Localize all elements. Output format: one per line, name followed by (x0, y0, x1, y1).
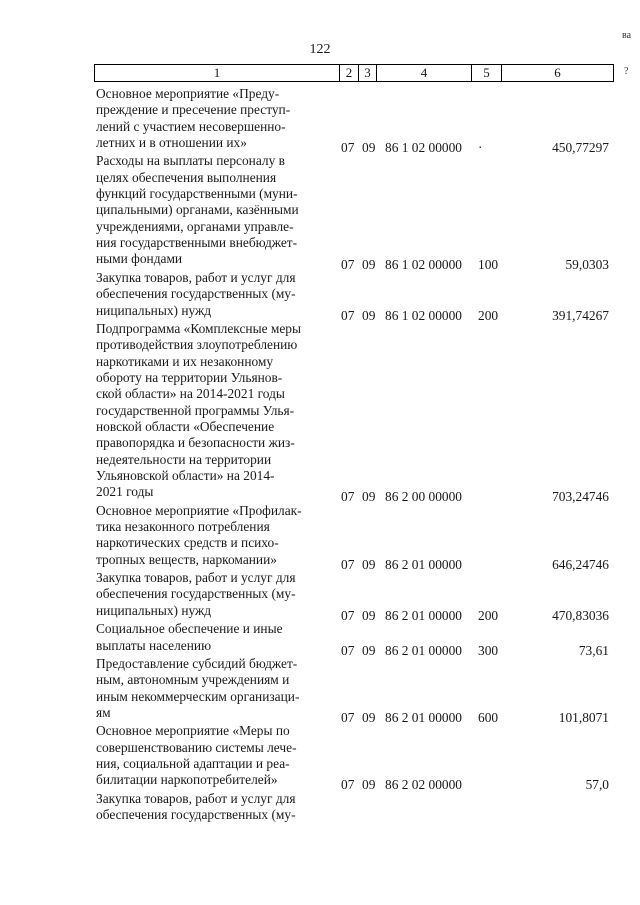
section-code: 07 (341, 777, 355, 793)
header-col-5: 5 (472, 65, 502, 81)
row-description (96, 656, 333, 721)
expense-type-code: 200 (478, 307, 499, 323)
description-line: Ульяновской области» на 2014- (96, 467, 275, 483)
page-number: 122 (309, 42, 331, 57)
header-col-1: 1 (95, 65, 340, 81)
description-line: ния государственными внебюджет- (96, 235, 298, 251)
description-line: ской области» на 2014-2021 годы (96, 386, 285, 402)
amount-value: 59,0303 (565, 256, 609, 272)
description-line: противодействия злоупотреблению (96, 337, 298, 353)
row-description (96, 321, 333, 501)
row-codes (339, 256, 609, 273)
description-line: выплаты населению (96, 637, 212, 653)
section-code: 07 (341, 709, 355, 725)
expense-type-code: 600 (478, 709, 499, 725)
subsection-code: 09 (362, 642, 376, 658)
description-line: Основное мероприятие «Преду- (96, 86, 280, 101)
row-description (96, 270, 333, 319)
amount-value: 450,77297 (552, 140, 609, 156)
section-code: 07 (341, 256, 355, 272)
subsection-code: 09 (362, 307, 376, 323)
row-description (96, 503, 333, 568)
row-description (96, 791, 333, 824)
row-description (96, 621, 333, 654)
description-line: Расходы на выплаты персоналу в (96, 153, 285, 169)
row-description (96, 570, 333, 619)
row-codes (339, 642, 609, 659)
description-line: Основное мероприятие «Профилак- (96, 502, 302, 518)
section-code: 07 (341, 556, 355, 572)
description-line: учреждениями, органами управле- (96, 218, 294, 234)
description-line: совершенствованию системы лече- (96, 739, 297, 755)
description-line: билитации наркопотребителей» (96, 772, 278, 788)
description-line: недеятельности на территории (96, 451, 272, 467)
amount-value: 101,8071 (558, 709, 609, 725)
row-description (96, 153, 333, 267)
target-article-code: 86 2 01 00000 (385, 709, 462, 725)
row-codes (339, 488, 609, 505)
header-col-4: 4 (377, 65, 472, 81)
subsection-code: 09 (362, 709, 376, 725)
row-codes (339, 709, 609, 726)
description-line: Закупка товаров, работ и услуг для (96, 570, 296, 586)
target-article-code: 86 2 00 00000 (385, 489, 462, 505)
description-line: лений с участием несовершенно- (96, 118, 286, 134)
target-article-code: 86 2 01 00000 (385, 642, 462, 658)
description-line: ниципальных) нужд (96, 302, 212, 318)
amount-value: 470,83036 (552, 607, 609, 623)
description-line: обеспечения государственных (му- (96, 286, 296, 302)
table-header-row (94, 64, 614, 82)
header-col-2: 2 (340, 65, 359, 81)
description-line: иным некоммерческим организаци- (96, 688, 300, 704)
description-line: ципальными) органами, казёнными (96, 202, 299, 218)
row-codes (339, 556, 609, 573)
row-description (96, 86, 333, 151)
description-line: летних и в отношении их» (96, 135, 247, 151)
description-line: ям (96, 704, 111, 720)
description-line: новской области «Обеспечение (96, 418, 275, 434)
section-code: 07 (341, 607, 355, 623)
description-line: обеспечения государственных (му- (96, 586, 296, 602)
description-line: целях обеспечения выполнения (96, 169, 277, 185)
expense-type-code: · (478, 140, 483, 156)
description-line: обеспечения государственных (му- (96, 807, 296, 823)
subsection-code: 09 (362, 777, 376, 793)
subsection-code: 09 (362, 556, 376, 572)
section-code: 07 (341, 307, 355, 323)
target-article-code: 86 2 01 00000 (385, 607, 462, 623)
amount-value: 73,61 (578, 642, 609, 658)
description-line: правопорядка и безопасности жиз- (96, 435, 295, 451)
description-line: ными фондами (96, 251, 183, 267)
target-article-code: 86 1 02 00000 (385, 307, 462, 323)
subsection-code: 09 (362, 489, 376, 505)
description-line: ным, автономным учреждениям и (96, 672, 290, 688)
row-codes (339, 307, 609, 324)
section-code: 07 (341, 489, 355, 505)
description-line: обороту на территории Ульянов- (96, 369, 283, 385)
header-col-3: 3 (359, 65, 377, 81)
amount-value: 703,24746 (552, 489, 609, 505)
description-line: тика незаконного потребления (96, 519, 270, 535)
description-line: Закупка товаров, работ и услуг для (96, 790, 296, 806)
row-codes (339, 607, 609, 624)
expense-type-code: 100 (478, 256, 499, 272)
description-line: тропных веществ, наркомании» (96, 551, 277, 567)
description-line: Предоставление субсидий бюджет- (96, 655, 298, 671)
row-codes (339, 776, 609, 793)
target-article-code: 86 1 02 00000 (385, 256, 462, 272)
target-article-code: 86 2 02 00000 (385, 777, 462, 793)
corner-mark-bottom: ? (624, 66, 629, 77)
target-article-code: 86 1 02 00000 (385, 140, 462, 156)
description-line: ниципальных) нужд (96, 602, 212, 618)
amount-value: 57,0 (585, 777, 609, 793)
corner-mark-top: ва (622, 30, 632, 41)
expense-type-code: 300 (478, 642, 499, 658)
section-code: 07 (341, 140, 355, 156)
target-article-code: 86 2 01 00000 (385, 556, 462, 572)
subsection-code: 09 (362, 607, 376, 623)
header-col-6: 6 (554, 65, 561, 80)
section-code: 07 (341, 642, 355, 658)
row-description (96, 723, 333, 788)
subsection-code: 09 (362, 140, 376, 156)
amount-value: 646,24746 (552, 556, 609, 572)
amount-value: 391,74267 (552, 307, 609, 323)
expense-type-code: 200 (478, 607, 499, 623)
description-line: 2021 годы (96, 484, 154, 500)
description-line: преждение и пресечение преступ- (96, 102, 291, 118)
description-line: Подпрограмма «Комплексные меры (96, 320, 301, 336)
row-codes (339, 139, 609, 156)
description-line: государственной программы Улья- (96, 402, 295, 418)
description-line: Закупка товаров, работ и услуг для (96, 269, 296, 285)
description-line: Социальное обеспечение и иные (96, 621, 283, 637)
description-line: функций государственными (муни- (96, 186, 298, 202)
subsection-code: 09 (362, 256, 376, 272)
description-line: наркотиками и их незаконному (96, 353, 274, 369)
description-line: ния, социальной адаптации и реа- (96, 755, 290, 771)
description-line: Основное мероприятие «Меры по (96, 723, 290, 739)
description-line: наркотических средств и психо- (96, 535, 279, 551)
